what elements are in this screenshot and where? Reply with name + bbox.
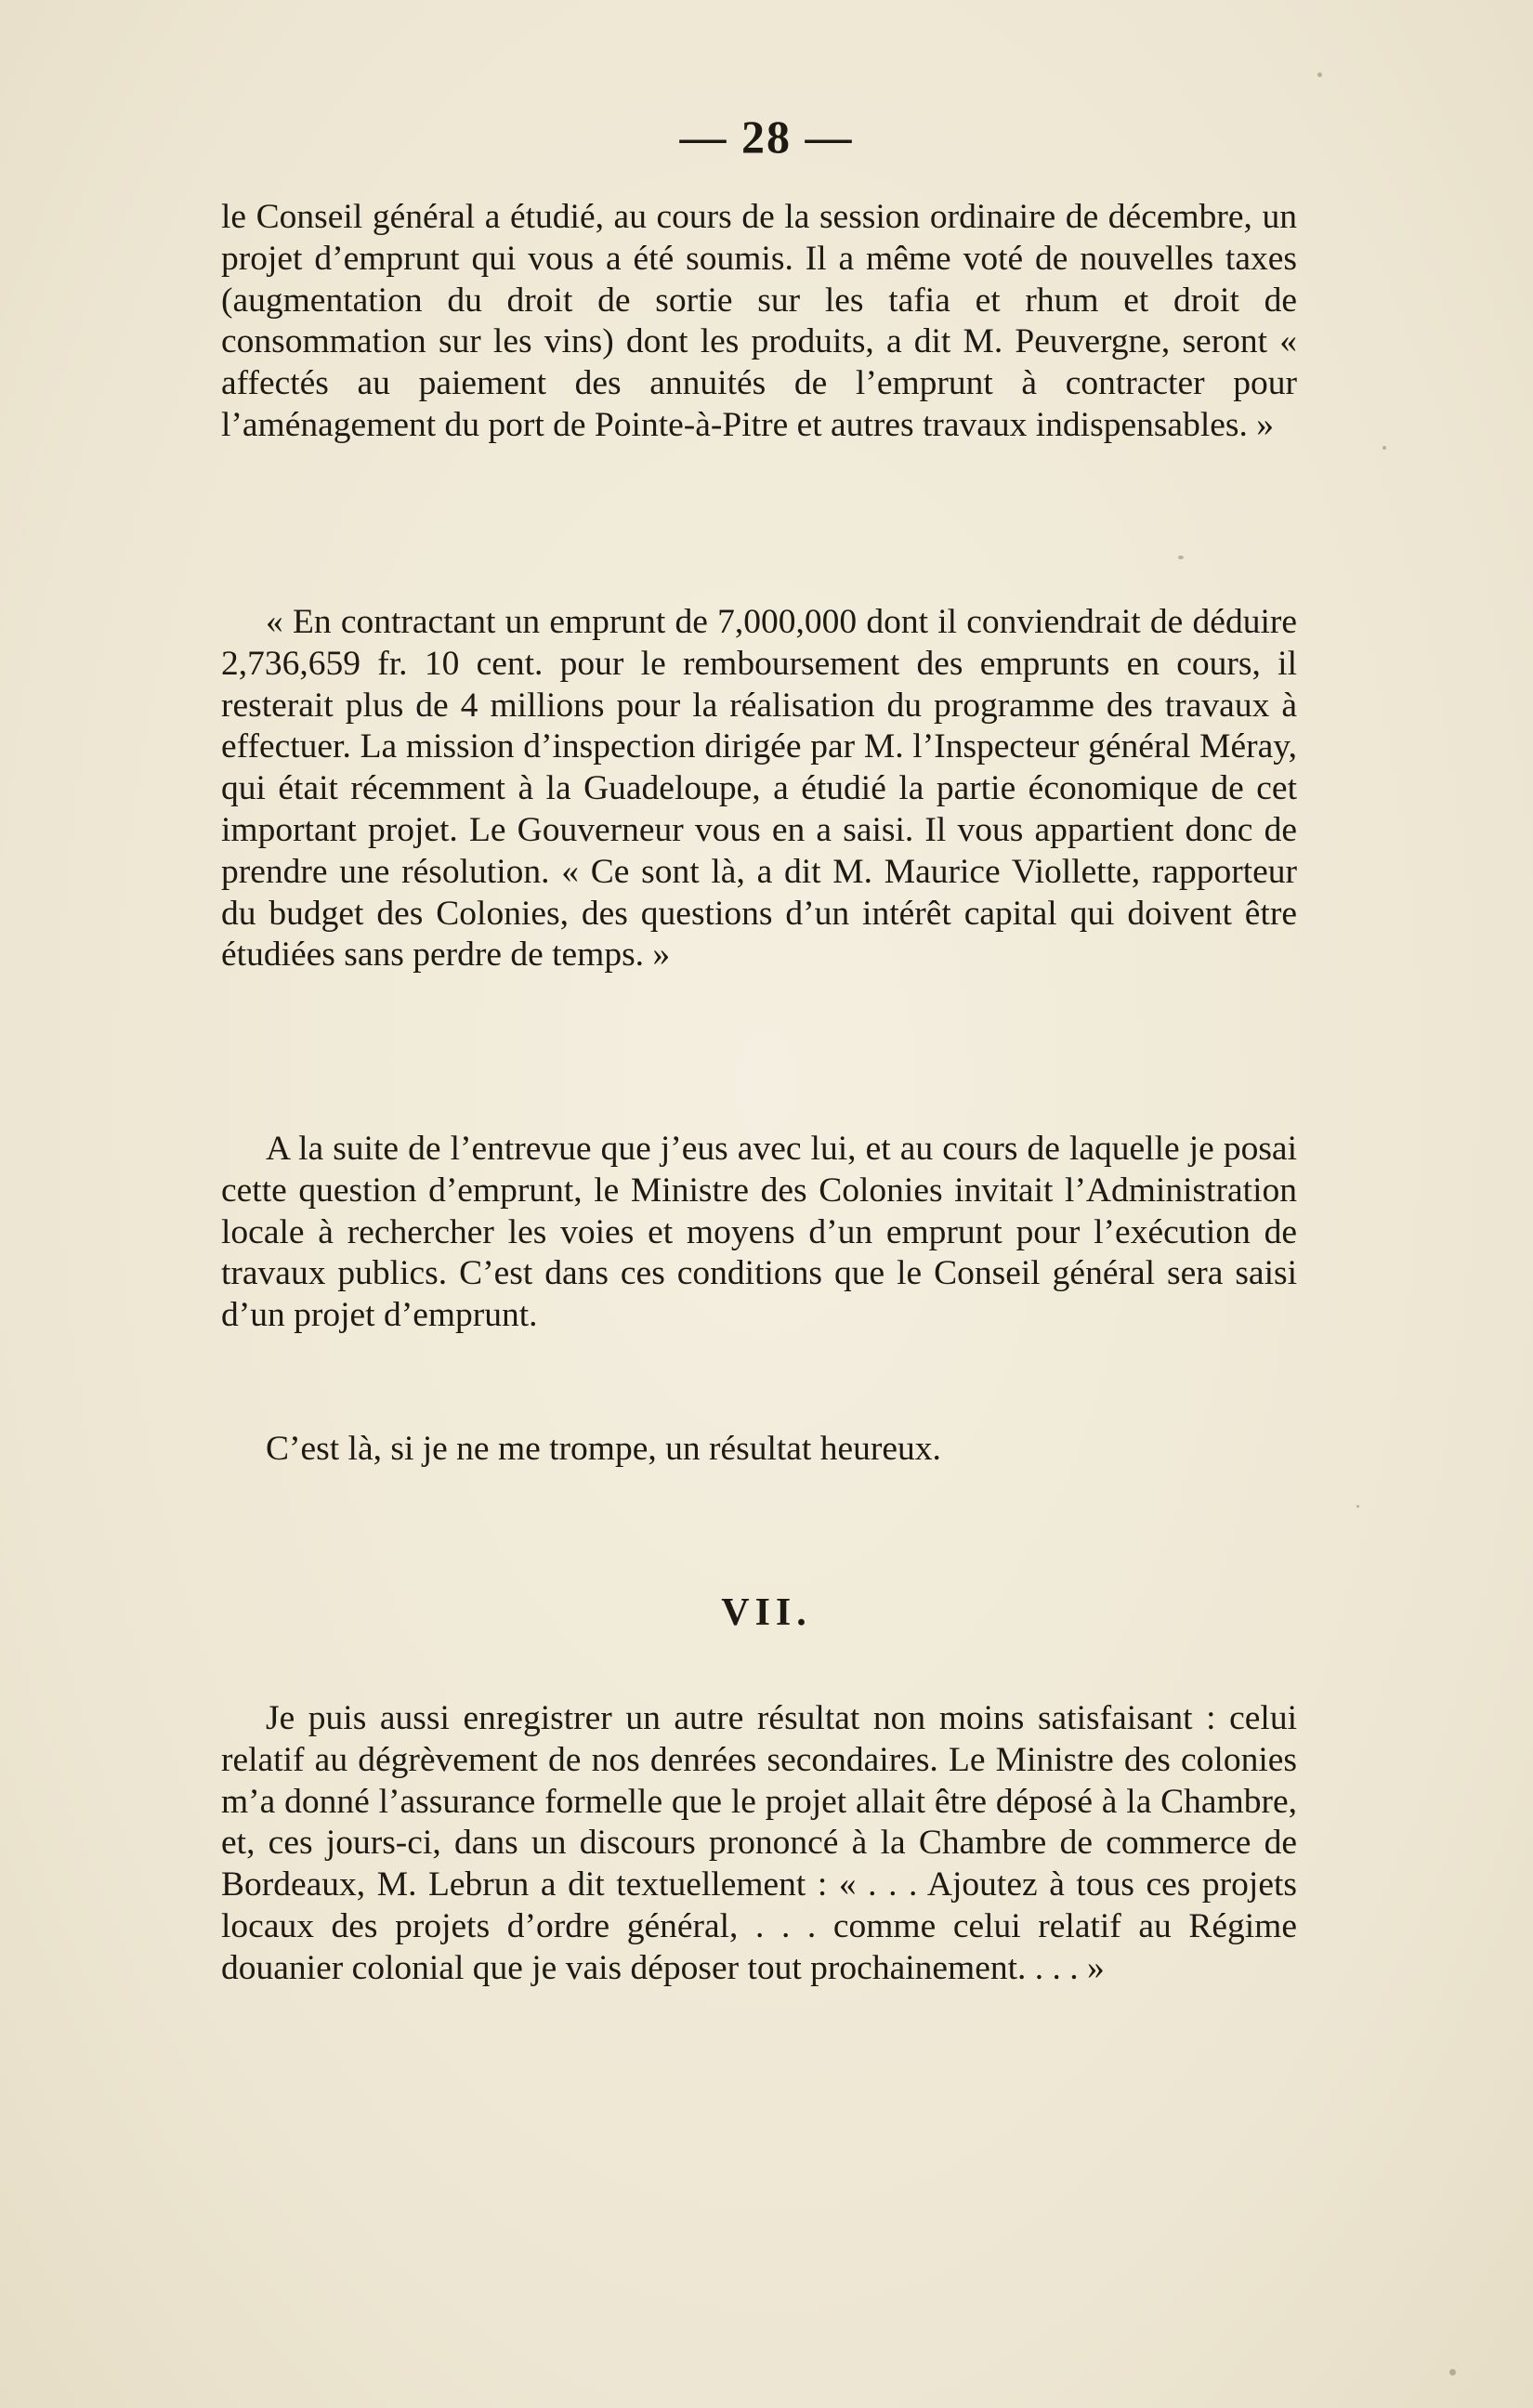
paragraph-entrevue	[221, 1129, 1297, 1337]
section-heading: VII.	[721, 1591, 812, 1634]
paragraph-resultat-heureux	[221, 1429, 1297, 1471]
paragraph-conseil-general	[221, 197, 1297, 447]
paragraph-text: le Conseil général a étudié, au cours de la session ordinaire de décembre, un projet d’emprunt qui vous a été soumis. Il a même voté de nouvelles taxes (augmentation du droit de sortie sur les tafia et rhum et droit de consommation sur les vins) dont les produits, a dit M. Peuvergne, seront « affectés au paiement des annuités de l’emprunt à contracter pour l’aménagement du port de Pointe-à-Pitre et autres travaux indispensables. »	[221, 198, 1297, 444]
paragraph-text: « En contractant un emprunt de 7,000,000 dont il conviendrait de déduire 2,736,659 fr. 10 cent. pour le remboursement des emprunts en cours, il resterait plus de 4 millions pour la réalisation du programme des travaux à effectuer. La mission d’inspection dirigée par M. l’Inspecteur général Méray, qui était récemment à la Guadeloupe, a étudié la partie économique de cet important projet. Le Gouverneur vous en a saisi. Il vous appartient donc de prendre une résolution. « Ce sont là, a dit M. Maurice Viollette, rapporteur du budget des Colonies, des questions d’un intérêt capital qui doivent être étudiées sans perdre de temps. »	[221, 603, 1297, 975]
paragraph-degrevement	[221, 1698, 1297, 1990]
paragraph-emprunt	[221, 602, 1297, 976]
paragraph-text: Je puis aussi enregistrer un autre résultat non moins satisfaisant : celui relatif au dégrèvement de nos denrées secondaires. Le Ministre des colonies m’a donné l’assurance formelle que le projet allait être déposé à la Chambre, et, ces jours-ci, dans un discours prononcé à la Chambre de commerce de Bordeaux, M. Lebrun a dit textuellement : « . . . Ajoutez à tous ces projets locaux des projets d’ordre général, . . . comme celui relatif au Régime douanier colonial que je vais déposer tout prochainement. . . . »	[221, 1699, 1297, 1987]
paragraph-text: C’est là, si je ne me trompe, un résultat heureux.	[266, 1430, 941, 1468]
paragraph-text: A la suite de l’entrevue que j’eus avec lui, et au cours de laquelle je posai cette question d’emprunt, le Ministre des Colonies invitait l’Administration locale à rechercher les voies et moyens d’un emprunt pour l’exécution de travaux publics. C’est dans ces conditions que le Conseil général sera saisi d’un projet d’emprunt.	[221, 1130, 1297, 1335]
page-number: — 28 —	[679, 111, 854, 163]
